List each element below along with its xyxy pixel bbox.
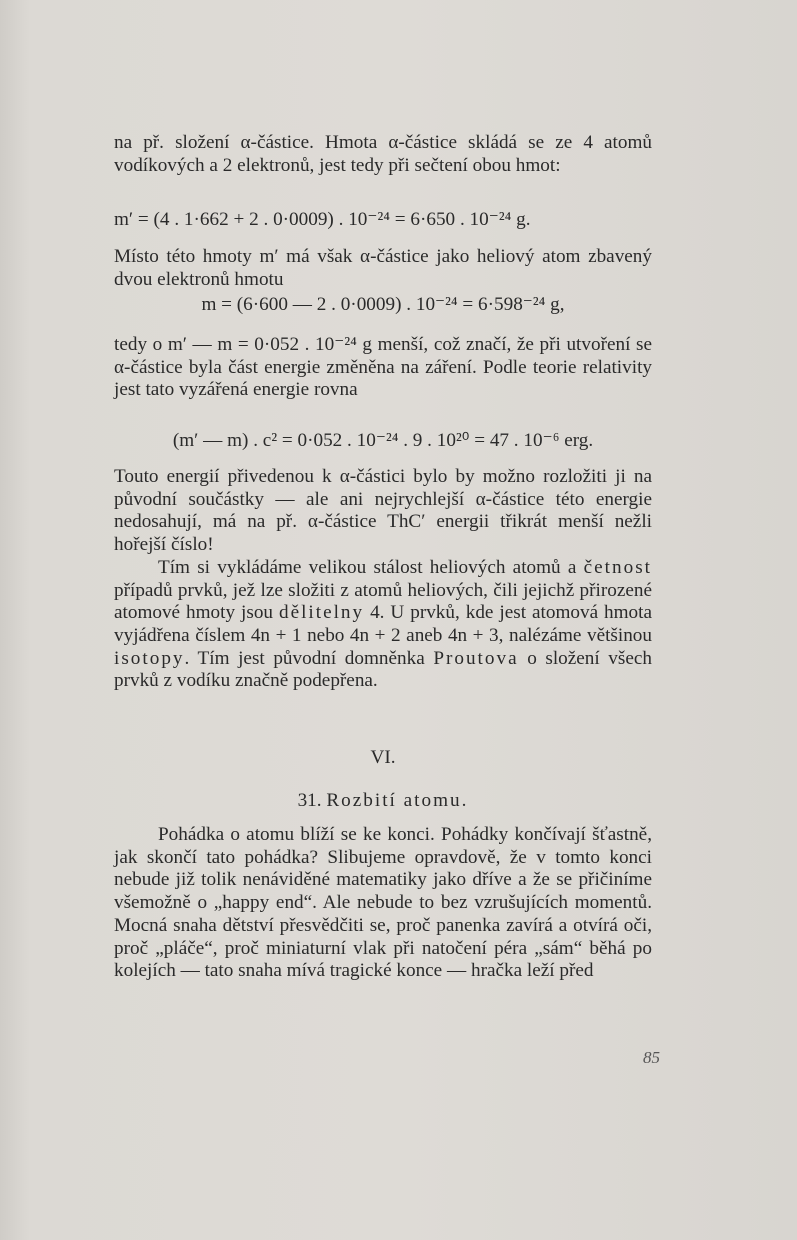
paragraph-fairytale: Pohádka o atomu blíží se ke konci. Pohádky končívají šťastně, jak skončí tato pohádka? Slibujeme opravdově, že v tomto konci nebude již tolik nenáviděné matematiky jako dříve a že se přičiníme všemožně o „happy end“. Ale nebude to bez vzrušujících momentů. Mocná snaha dětství přesvědčiti se, proč panenka zavírá a otvírá oči, proč „pláče“, proč miniaturní vlak při natočení péra „sám“ běhá po kolejích — tato snaha mívá tragické konce — hračka leží před xyxy=(114,824,652,982)
spaced-word: isotopy xyxy=(114,647,185,669)
spaced-word: Proutova xyxy=(433,647,519,669)
text-run: o složení všech prvků z vodíku značně podepřena. xyxy=(114,647,652,692)
section-title: Rozbití atomu. xyxy=(326,790,469,811)
page-number: 85 xyxy=(643,1048,660,1067)
paragraph-helium-stability xyxy=(114,557,652,693)
text-column-difference xyxy=(114,334,652,402)
equation-energy: (m′ — m) . c² = 0·052 . 10⁻²⁴ . 9 . 10²⁰ = 47 . 10⁻⁶ erg. xyxy=(172,430,594,451)
equation-m: m = (6·600 — 2 . 0·0009) . 10⁻²⁴ = 6·598⁻²⁴ g, xyxy=(201,294,565,315)
section-heading xyxy=(114,790,652,812)
text-run: 4. U prvků, kde jest atomová hmota vyjádřena číslem 4n + 1 nebo 4n + 2 aneb 4n + 3, nalézáme většinou xyxy=(114,602,653,646)
text-column-helium xyxy=(114,246,652,291)
text-run: . Tím jest původní domněnka xyxy=(184,647,434,669)
text-column-energy xyxy=(114,466,652,693)
spaced-word: četnost xyxy=(583,556,652,578)
paragraph-mass-difference: tedy o m′ — m = 0·052 . 10⁻²⁴ g menší, což značí, že při utvoření se α-částice byla část energie změněna na záření. Podle teorie relativity jest tato vyzářená energie rovna xyxy=(114,334,652,401)
text-column-top xyxy=(114,132,652,177)
paragraph-helium-mass: Místo této hmoty m′ má však α-částice jako heliový atom zbavený dvou elektronů hmotu xyxy=(114,246,652,290)
section-number: 31. xyxy=(297,790,322,811)
text-run: Tím si vykládáme velikou stálost heliových atomů a xyxy=(158,556,584,578)
text-run: případů prvků, jež lze složiti z atomů heliových, čili jejichž přirozené atomové hmoty jsou xyxy=(114,579,652,624)
paragraph-energy-comparison: Touto energií přivedenou k α-částici bylo by možno rozložiti ji na původní součástky — ale ani nejrychlejší α-částice této energie nedosahují, má na př. α-částice ThC′ energii třikrát menší nežli hořejší číslo! xyxy=(114,466,652,556)
paragraph-alpha-particle-mass: na př. složení α-částice. Hmota α-částice skládá se ze 4 atomů vodíkových a 2 elektronů, jest tedy při sečtení obou hmot: xyxy=(114,132,652,176)
equation-m-prime: m′ = (4 . 1·662 + 2 . 0·0009) . 10⁻²⁴ = 6·650 . 10⁻²⁴ g. xyxy=(114,209,531,230)
text-column-fairytale xyxy=(114,824,652,983)
section-numeral: VI. xyxy=(370,747,396,768)
spaced-word: dělitelny xyxy=(278,602,365,624)
